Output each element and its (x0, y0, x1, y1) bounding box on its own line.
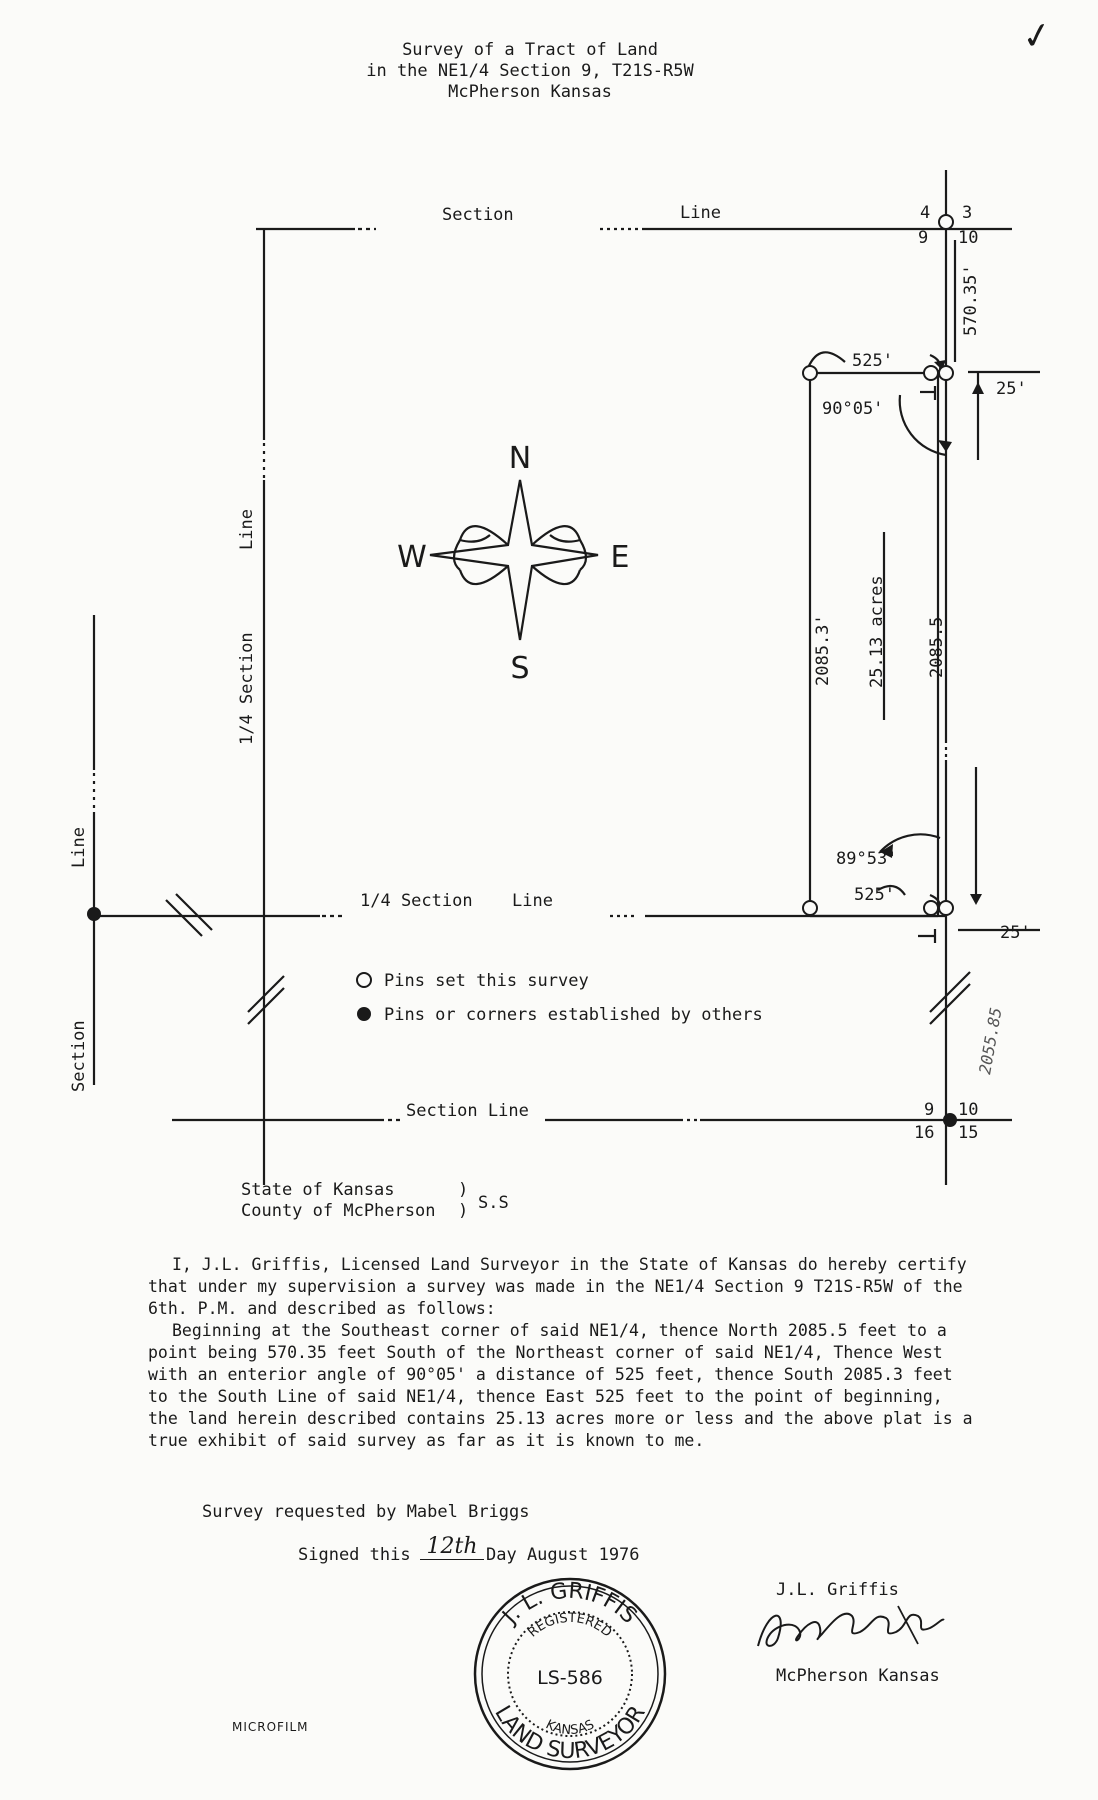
title-line-3: McPherson Kansas (448, 82, 612, 102)
certificate-paragraph-1: I, J.L. Griffis, Licensed Land Surveyor in the State of Kansas do hereby certify that under my supervision a survey was made in the NE1/4 Section 9 T21S-R5W of the 6th. P.M. and described as follows: (148, 1255, 967, 1318)
quarter-line-vertical-word: Line (237, 509, 257, 550)
top-line-label: Line (680, 203, 721, 223)
seal-registered-arc: REGISTERED (525, 1610, 615, 1641)
certificate-paragraph-2: Beginning at the Southeast corner of said NE1/4, thence North 2085.5 feet to a point being 570.35 feet South of the Northeast corner of said NE1/4, Thence West with an enterior angle of 90°05' a distance of 525 feet, thence South 2085.3 feet to the South Line of said NE1/4, thence East 525 feet to the point of beginning, the land herein described contains 25.13 acres more or less and the above plat is a true exhibit of said survey as far as it is known to me. (148, 1321, 973, 1450)
quarter-section-vertical-label: 1/4 Section (237, 632, 257, 745)
bottom-525-label: 525' (854, 885, 895, 905)
offset-bottom-label: 25' (1000, 923, 1031, 943)
ss-label: S.S (478, 1193, 509, 1213)
seal-number: LS-586 (537, 1667, 603, 1689)
dim-570-label: 570.35' (961, 264, 981, 336)
compass-n-label: N (508, 441, 532, 476)
se-corner-se: 15 (958, 1123, 979, 1143)
compass-rose (430, 480, 598, 640)
se-corner-sw: 16 (914, 1123, 935, 1143)
angle-bottom-label: 89°53' (836, 849, 898, 869)
signed-prefix: Signed this (298, 1545, 411, 1565)
title-line-2: in the NE1/4 Section 9, T21S-R5W (366, 61, 694, 81)
legend-filled-pins: Pins or corners established by others (384, 1005, 763, 1025)
state-bracket: ) (458, 1180, 469, 1200)
offset-top-label: 25' (996, 379, 1027, 399)
county-label: County of McPherson (241, 1201, 436, 1221)
seal-state-text (543, 1717, 597, 1738)
state-label: State of Kansas (241, 1180, 395, 1200)
title-line-1: Survey of a Tract of Land (402, 40, 658, 60)
top-section-label: Section (442, 205, 514, 225)
east-boundary-dim: 2085.5 (927, 616, 947, 678)
certificate-text (148, 1254, 978, 1452)
signed-day: 12th (420, 1534, 484, 1560)
quarter-line-horizontal-word: Line (512, 891, 553, 911)
legend-open-pins: Pins set this survey (384, 971, 589, 991)
seal-name-arc: J. L. GRIFFIS (498, 1578, 642, 1629)
signed-suffix: Day August 1976 (486, 1545, 640, 1565)
angle-top-label: 90°05' (822, 399, 884, 419)
ne-corner-ne: 3 (962, 203, 973, 223)
microfilm-stamp: MICROFILM (232, 1720, 309, 1734)
acres-label: 25.13 acres (867, 575, 887, 688)
handwritten-margin-note: 2055.85 (975, 1005, 1006, 1076)
bottom-section-line-label: Section Line (406, 1101, 529, 1121)
se-corner-nw: 9 (924, 1100, 935, 1120)
west-boundary-dim: 2085.3' (813, 614, 833, 686)
compass-s-label: S (510, 651, 530, 686)
west-line-label: Line (69, 827, 89, 868)
surveyor-seal (472, 1576, 668, 1772)
seal-bottom-arc: LAND SURVEYOR (489, 1701, 651, 1765)
county-bracket: ) (458, 1201, 469, 1221)
se-corner-ne: 10 (958, 1100, 979, 1120)
surveyor-city: McPherson Kansas (776, 1666, 940, 1686)
quarter-section-horizontal-label: 1/4 Section (360, 891, 473, 911)
check-mark: ✓ (1018, 13, 1056, 60)
compass-w-label: W (397, 540, 427, 575)
top-525-label: 525' (852, 351, 893, 371)
west-section-label: Section (69, 1020, 89, 1092)
ne-corner-se: 10 (958, 228, 979, 248)
seal-state-arc: KANSAS (543, 1717, 597, 1739)
compass-e-label: E (610, 540, 630, 575)
ne-corner-sw: 9 (918, 228, 929, 248)
ne-corner-nw: 4 (920, 203, 931, 223)
requested-by: Survey requested by Mabel Briggs (202, 1502, 530, 1522)
surveyor-signature (748, 1598, 948, 1658)
seal-registered-text (525, 1611, 614, 1641)
surveyor-name: J.L. Griffis (776, 1580, 899, 1600)
